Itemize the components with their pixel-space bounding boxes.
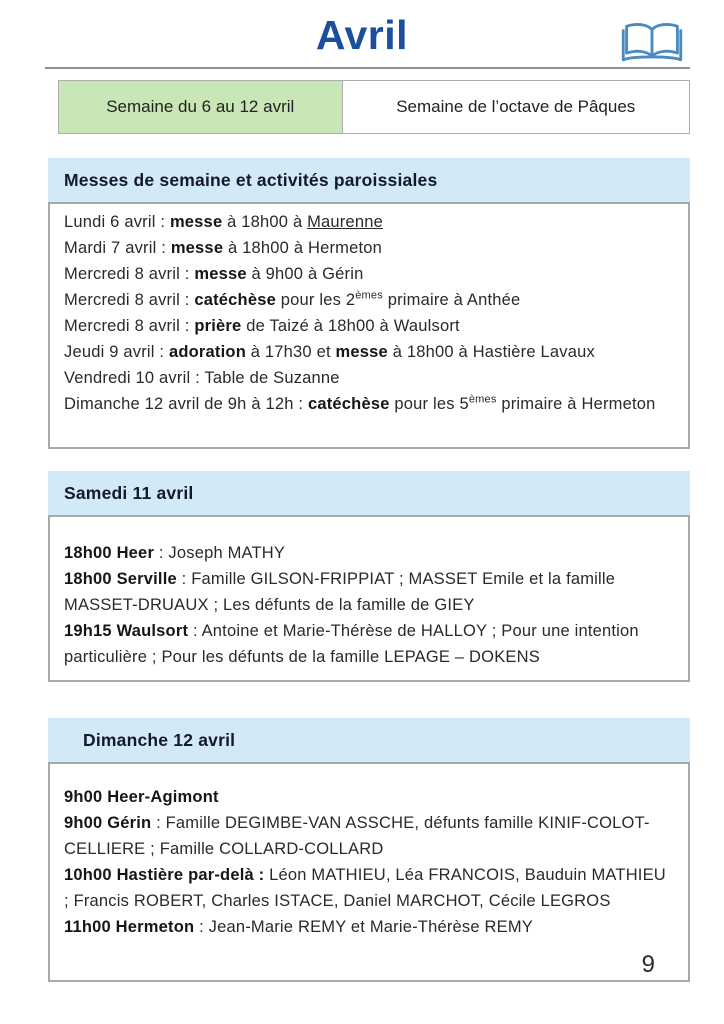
section-weekday-masses xyxy=(48,158,690,449)
page-number: 9 xyxy=(641,951,655,978)
section-title: Samedi 11 avril xyxy=(48,471,690,515)
schedule-line: Mercredi 8 avril : messe à 9h00 à Gérin xyxy=(64,265,364,283)
section-body xyxy=(48,762,690,982)
schedule-line: Mardi 7 avril : messe à 18h00 à Hermeton xyxy=(64,239,383,257)
schedule-line: 9h00 Gérin : Famille DEGIMBE-VAN ASSCHE, défunts famille KINIF-COLOT-CELLIERE ; Famille COLLARD-COLLARD xyxy=(64,814,650,858)
week-table xyxy=(58,80,690,134)
week-cell-current: Semaine du 6 au 12 avril xyxy=(59,81,343,133)
schedule-line: Mercredi 8 avril : prière de Taizé à 18h00 à Waulsort xyxy=(64,317,460,335)
section-body xyxy=(48,515,690,682)
page-title: Avril xyxy=(315,12,409,58)
schedule-line: 18h00 Heer : Joseph MATHY xyxy=(64,544,286,562)
schedule-line: 11h00 Hermeton : Jean-Marie REMY et Marie-Thérèse REMY xyxy=(64,918,533,936)
week-cell-liturgical: Semaine de l’octave de Pâques xyxy=(343,81,690,133)
section-title: Dimanche 12 avril xyxy=(48,718,690,762)
content xyxy=(48,158,690,982)
schedule-line: 19h15 Waulsort : Antoine et Marie-Thérèse de HALLOY ; Pour une intention particulière ; Pour les défunts de la famille LEPAGE – DOKENS xyxy=(64,622,639,666)
schedule-line: 10h00 Hastière par-delà : Léon MATHIEU, Léa FRANCOIS, Bauduin MATHIEU ; Francis ROBERT, Charles ISTACE, Daniel MARCHOT, Cécile LEGROS xyxy=(64,866,666,910)
section-body xyxy=(48,202,690,449)
schedule-line: Mercredi 8 avril : catéchèse pour les 2èmes primaire à Anthée xyxy=(64,289,521,309)
schedule-line: 18h00 Serville : Famille GILSON-FRIPPIAT ; MASSET Emile et la famille MASSET-DRUAUX ; Les défunts de la famille de GIEY xyxy=(64,570,616,614)
title-divider xyxy=(45,67,690,69)
schedule-line: Lundi 6 avril : messe à 18h00 à Maurenne xyxy=(64,213,384,231)
schedule-line: 9h00 Heer-Agimont xyxy=(64,788,219,806)
schedule-line: Vendredi 10 avril : Table de Suzanne xyxy=(64,369,340,387)
open-book-icon xyxy=(620,20,684,66)
schedule-line: Dimanche 12 avril de 9h à 12h : catéchèse pour les 5èmes primaire à Hermeton xyxy=(64,393,656,413)
section-title: Messes de semaine et activités paroissiales xyxy=(48,158,690,202)
schedule-line: Jeudi 9 avril : adoration à 17h30 et messe à 18h00 à Hastière Lavaux xyxy=(64,343,595,361)
section-saturday xyxy=(48,471,690,682)
section-sunday xyxy=(48,718,690,982)
